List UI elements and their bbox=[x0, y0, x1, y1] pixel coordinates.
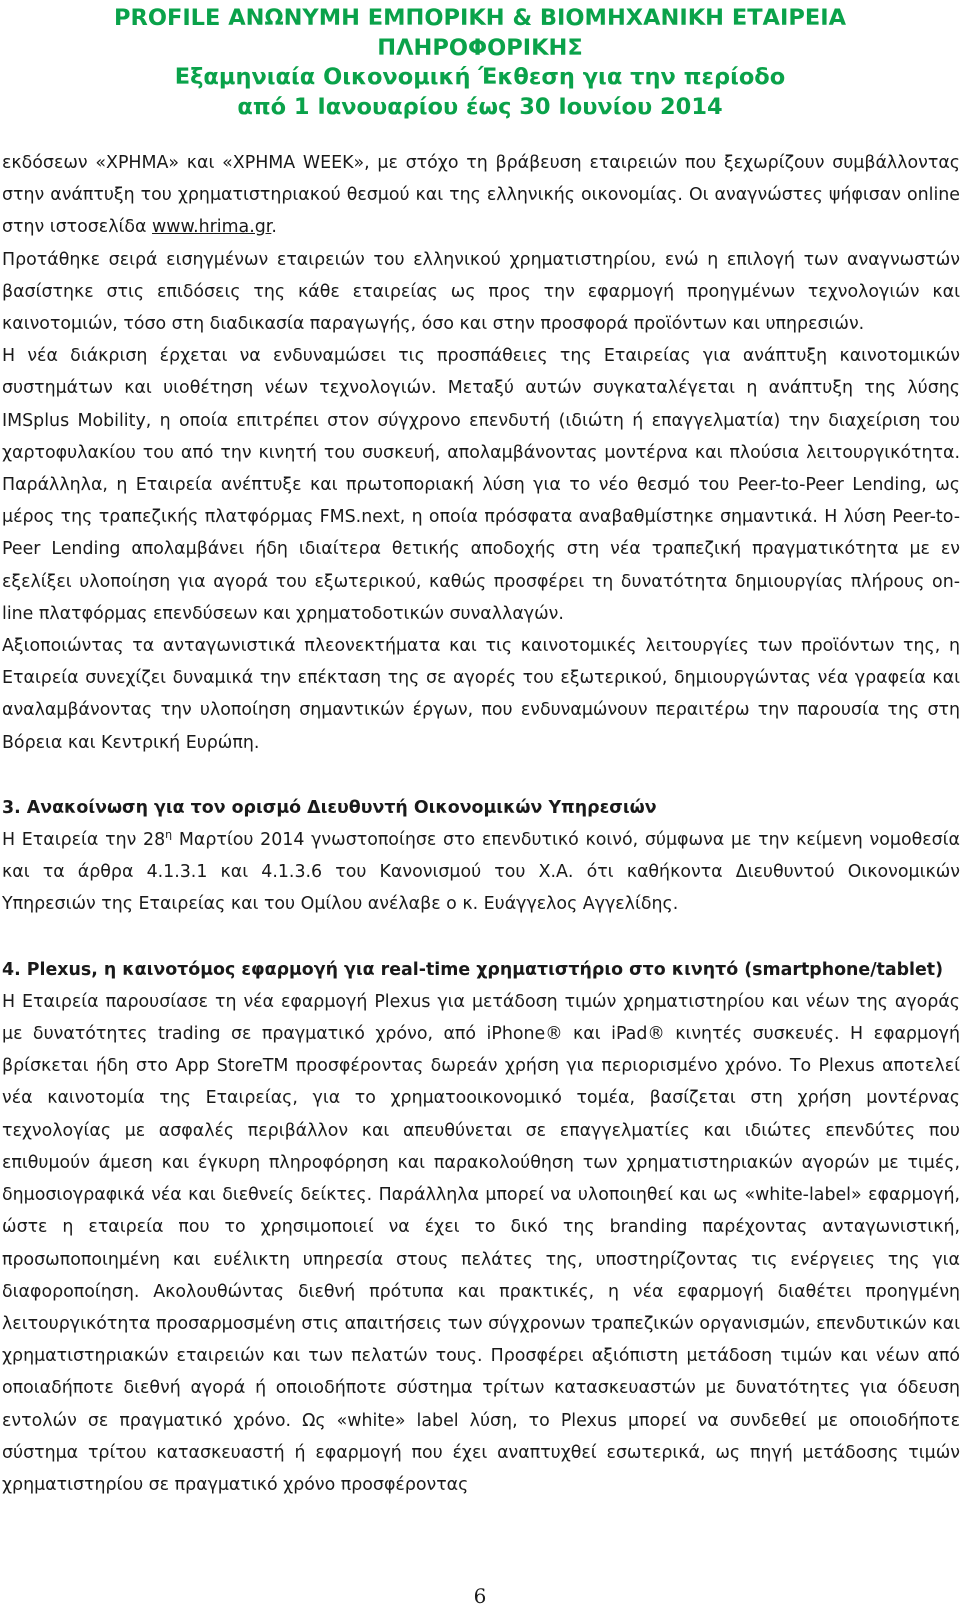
paragraph-awards-intro-text: εκδόσεων «ΧΡΗΜΑ» και «ΧΡΗΜΑ WEEK», με στόχο τη βράβευση εταιρειών που ξεχωρίζουν συμβάλλοντας στην ανάπτυξη του χρηματιστηριακού θεσμού και της ελληνικής οικονομίας. Οι αναγνώστες ψήφισαν online στην ιστοσελίδα bbox=[2, 153, 960, 238]
paragraph-nominations: Προτάθηκε σειρά εισηγμένων εταιρειών του ελληνικού χρηματιστηρίου, ενώ η επιλογή των αναγνωστών βασίστηκε στις επιδόσεις της κάθε εταιρείας ως προς την εφαρμογή προηγμένων τεχνολογιών και καινοτομιών, τόσο στη διαδικασία παραγωγής, όσο και στην προσφορά προϊόντων και υπηρεσιών. bbox=[2, 249, 960, 335]
report-title-line-1: Εξαμηνιαία Οικονομική Έκθεση για την περίοδο bbox=[174, 64, 786, 90]
company-name-line-2: ΠΛΗΡΟΦΟΡΙΚΗΣ bbox=[377, 34, 583, 61]
page-number: 6 bbox=[473, 1584, 487, 1608]
paragraph-awards-intro bbox=[2, 147, 960, 244]
report-header bbox=[0, 4, 960, 122]
section-3-text bbox=[2, 824, 960, 921]
paragraph-expansion: Αξιοποιώντας τα ανταγωνιστικά πλεονεκτήματα και τις καινοτομικές λειτουργίες των προϊόντων της, η Εταιρεία συνεχίζει δυναμικά την επέκταση της σε αγορές του εξωτερικού, δημιουργώντας νέα γραφεία και αναλαμβάνοντας την υλοποίηση σημαντικών έργων, που ενδυναμώνουν περαιτέρω την παρουσία της στη Βόρεια και Κεντρική Ευρώπη. bbox=[2, 636, 960, 753]
report-period-line: από 1 Ιανουαρίου έως 30 Ιουνίου 2014 bbox=[237, 93, 723, 120]
section-spacer bbox=[2, 921, 960, 954]
section-3-text-start: Η Εταιρεία την 28 bbox=[2, 830, 166, 851]
paragraph-awards-intro-end: . bbox=[271, 217, 277, 238]
section-spacer bbox=[2, 759, 960, 792]
section-3-heading: 3. Ανακοίνωση για τον ορισμό Διευθυντή Οικονομικών Υπηρεσιών bbox=[2, 797, 657, 818]
section-3-text-rest: Μαρτίου 2014 γνωστοποίησε στο επενδυτικό κοινό, σύμφωνα με την κείμενη νομοθεσία και τα άρθρα 4.1.3.1 και 4.1.3.6 του Κανονισμού του Χ.Α. ότι καθήκοντα Διευθυντού Οικονομικών Υπηρεσιών της Εταιρείας και του Ομίλου ανέλαβε ο κ. Ευάγγελος Αγγελίδης. bbox=[2, 830, 960, 915]
company-name-line-1: PROFILE ΑΝΩΝΥΜΗ ΕΜΠΟΡΙΚΗ & ΒΙΟΜΗΧΑΝΙΚΗ ΕΤΑΙΡΕΙΑ bbox=[114, 5, 846, 31]
section-4-text: Η Εταιρεία παρουσίασε τη νέα εφαρμογή Plexus για μετάδοση τιμών χρηματιστηρίου και νέων της αγοράς με δυνατότητες trading σε πραγματικό χρόνο, από iPhone® και iPad® κινητές συσκευές. Η εφαρμογή βρίσκεται ήδη στο App StoreTM προσφέροντας δωρεάν χρήση για περιορισμένο χρόνο. Το Plexus αποτελεί νέα καινοτομία της Εταιρείας, για το χρηματοοικονομικό τομέα, βασίζεται στη χρήση μοντέρνας τεχνολογίας με ασφαλές περιβάλλον και απευθύνεται σε επαγγελματίες και ιδιώτες επενδύτες που επιθυμούν άμεση και έγκυρη πληροφόρηση και παρακολούθηση των χρηματιστηριακών αγορών με τιμές, δημοσιογραφικά νέα και διεθνείς δείκτες. Παράλληλα μπορεί να υλοποιηθεί και ως «white-label» εφαρμογή, ώστε η εταιρεία που το χρησιμοποιεί να έχει το δικό της branding παρέχοντας ανταγωνιστική, προσωποποιημένη και ευέλικτη υπηρεσία στους πελάτες της, υποστηρίζοντας τις ενέργειες της για διαφοροποίηση. Ακολουθώντας διεθνή πρότυπα και πρακτικές, η νέα εφαρμογή διαθέτει προηγμένη λειτουργικότητα προσαρμοσμένη στις απαιτήσεις των σύγχρονων τραπεζικών οργανισμών, επενδυτικών και χρηματιστηριακών εταιρειών και των πελατών τους. Προσφέρει αξιόπιστη μετάδοση τιμών και νέων από οποιαδήποτε διεθνή αγορά ή οποιοδήποτε σύστημα τρίτων κατασκευαστών με δυνατότητες για όδευση εντολών σε πραγματικό χρόνο. Ως «white» label λύση, το Plexus μπορεί να συνδεθεί με οποιοδήποτε σύστημα τρίτου κατασκευαστή ή εφαρμογή που έχει αναπτυχθεί εσωτερικά, ως πηγή μετάδοσης τιμών χρηματιστηρίου σε πραγματικό χρόνο προσφέροντας bbox=[2, 991, 960, 1495]
hrima-website-link[interactable]: www.hrima.gr bbox=[152, 217, 272, 238]
paragraph-innovation: Η νέα διάκριση έρχεται να ενδυναμώσει τις προσπάθειες της Εταιρείας για ανάπτυξη καινοτομικών συστημάτων και υιοθέτηση νέων τεχνολογιών. Μεταξύ αυτών συγκαταλέγεται η ανάπτυξη της λύσης IMSplus Mobility, η οποία επιτρέπει στον σύγχρονο επενδυτή (ιδιώτη ή επαγγελματία) την διαχείριση του χαρτοφυλακίου του από την κινητή του συσκευή, απολαμβάνοντας μοντέρνα και πλούσια λειτουργικότητα. Παράλληλα, η Εταιρεία ανέπτυξε και πρωτοποριακή λύση για το νέο θεσμό του Peer-to-Peer Lending, ως μέρος της τραπεζικής πλατφόρμας FMS.next, η οποία πρόσφατα αναβαθμίστηκε σημαντικά. Η λύση Peer-to-Peer Lending απολαμβάνει ήδη ιδιαίτερα θετικής αποδοχής στη νέα τραπεζική πραγματικότητα με εν εξελίξει υλοποίηση για αγορά του εξωτερικού, καθώς προσφέρει τη δυνατότητα δημιουργίας πλήρους on-line πλατφόρμας επενδύσεων και χρηματοδοτικών συναλλαγών. bbox=[2, 346, 960, 624]
document-body bbox=[2, 147, 960, 1501]
ordinal-superscript: η bbox=[165, 828, 173, 842]
section-4-heading: 4. Plexus, η καινοτόμος εφαρμογή για real-time χρηματιστήριο στο κινητό (smartphone/tablet) bbox=[2, 959, 944, 980]
